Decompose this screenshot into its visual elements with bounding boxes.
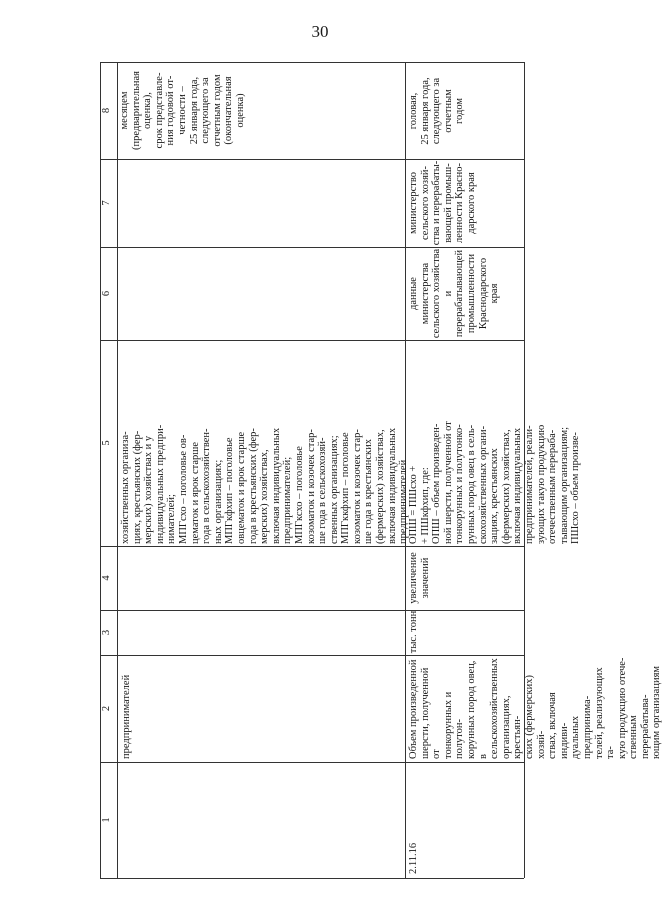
header-cell-8: 8 bbox=[101, 107, 112, 114]
page-number: 30 bbox=[311, 22, 329, 41]
continuation-formula-cell: хозяйственных организа- циях, крестьянских (фер- мерских) хозяйствах и у индивидуальных предпри- нимателей; МПГсхо – поголовье ов- цематок и ярок старше года в сельскохозяйствен- ных организациях; МПГкфхип – поголовье овцематок и ярок старше года в крестьянских (фер- мерских) хозяйствах, включая индивидуальных предпринимателей; МПГксхо – поголовье козоматок и козочек стар- ше года в сельскохозяй- ственных организациях; МПГккфхип – поголовье козоматок и козочек стар- ше года в крестьянских (фермерских) хозяйствах, включая индивидуальных предпринимателей bbox=[120, 424, 410, 544]
header-cell-2: 2 bbox=[101, 705, 112, 712]
header-cell-6: 6 bbox=[101, 290, 112, 297]
continuation-col2-cell: предпринимателей bbox=[121, 674, 132, 759]
header-cell-1: 1 bbox=[101, 817, 112, 823]
indicator-name-cell: Объем произведенной шерсти, полученной от тонкорунных и полутон- корунных пород овец, в сельскохозяйственных организациях, крестьян- ских (фермерских) хозяй- ствах, включая индиви- дуальных предпринима- телей, реализующих та- кую продукцию отече- ственным перерабатыва- ющим организациям bbox=[408, 657, 663, 759]
header-cell-3: 3 bbox=[101, 629, 112, 636]
row-number-cell: 2.11.16 bbox=[408, 842, 419, 874]
formula-cell: ОПШ = ПШсхо + + ПШкфхип, где: ОПШ – объем произведен- ной шерсти, полученной от тонкорунных и полутонко- рунных пород овец в сель- скохозяйственных органи- зациях, крестьянских (фермерских) хозяйствах, включая индивидуальных предпринимателей, реали- зующих такую продукцию отечественным перераба- тывающим организациям; ПШсхо – объем произве- bbox=[408, 421, 582, 544]
deadline-cell: головая, 25 января года, следующего за отчетным годом bbox=[408, 77, 466, 145]
continuation-deadline-cell: месяцем (предварительная оценка), срок представле- ния годовой от- четности – 25 января года, следующего за отчетным годом (окончательная оценка) bbox=[119, 71, 246, 150]
header-cell-7: 7 bbox=[101, 200, 112, 206]
indicator-table bbox=[100, 62, 663, 878]
header-cell-4: 4 bbox=[101, 575, 112, 581]
header-cell-5: 5 bbox=[101, 440, 112, 446]
responsible-cell: министерство сельского хозяй- ства и перерабаты- вающей промыш- ленности Красно- дарского края bbox=[408, 160, 477, 246]
data-source-cell: данные министерства сельского хозяйства и перерабатывающей промышленности Краснодарского края bbox=[408, 248, 501, 339]
trend-cell: увеличение значений bbox=[408, 552, 431, 604]
table-border-line bbox=[100, 878, 524, 879]
unit-cell: тыс. тонн bbox=[408, 610, 419, 654]
